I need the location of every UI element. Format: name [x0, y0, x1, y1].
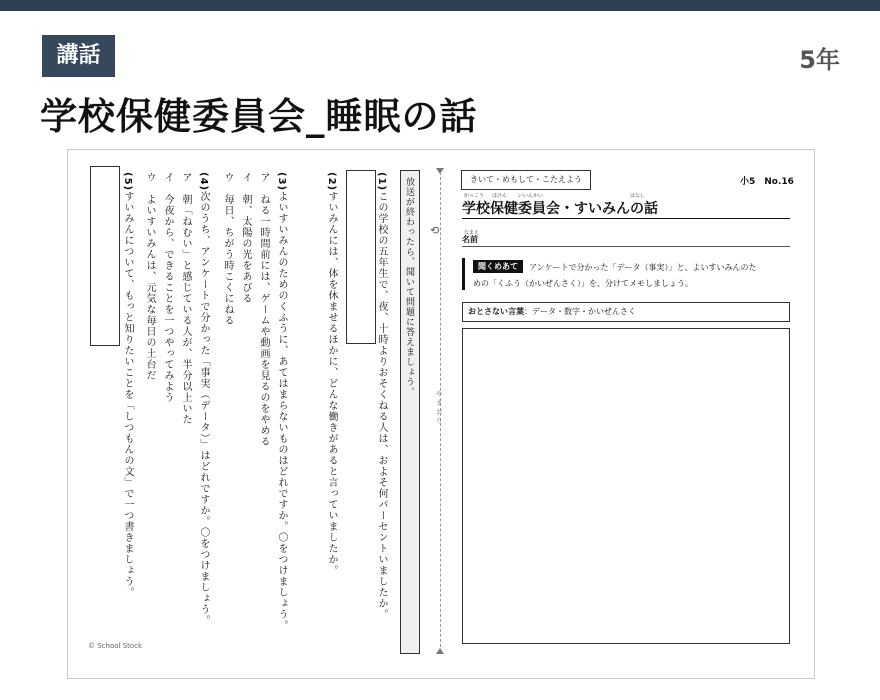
- question-1: (1)この学校の五年生で、夜、十時よりおそくねる人は、およそ何パーセントいましたか。: [376, 172, 387, 621]
- name-line: [462, 246, 790, 247]
- instruction-text: 放送が終わったら、聞いて問題に答えましょう。: [404, 177, 414, 397]
- keywords-label: おとさない言葉: [468, 307, 524, 316]
- ruby-name: なまえ: [464, 230, 480, 236]
- question-4: (4)次のうち、アンケートで分かった「事実（データ）」はどれですか。〇をつけましょう。: [198, 172, 209, 627]
- name-label: 名前: [462, 235, 478, 244]
- question-4-option-i: イ 今夜から、できることを一つやってみよう: [162, 172, 173, 403]
- question-3-option-u: ウ 毎日、ちがう時こくにねる: [222, 172, 233, 326]
- page-title: 学校保健委員会_睡眠の話: [40, 95, 478, 138]
- fold-icon: ⟲: [430, 224, 440, 237]
- question-3-option-a: ア ねる一時間前には、ゲームや動画を見るのをやめる: [258, 172, 269, 447]
- ruby-hanashi: はなし: [630, 193, 646, 199]
- instruction-box: [400, 170, 420, 654]
- question-4-option-u: ウ よいすいみんは、元気な毎日の土台だ: [144, 172, 155, 381]
- listening-goal-line-2: めの「くふう（かいぜんさく）」を、分けてメモしましょう。: [473, 279, 693, 288]
- ruby-gakkou: がっこう: [464, 193, 485, 199]
- question-4-option-a: ア 朝「ねむい」と感じている人が、半分以上いた: [180, 172, 191, 425]
- answer-box-1: [346, 170, 376, 344]
- keywords-text: ：データ・数字・かいぜんさく: [524, 307, 636, 316]
- listening-goal-tag: 聞くめあて: [473, 260, 523, 273]
- category-badge: 講話: [42, 35, 115, 77]
- worksheet-tag: きいて・めもして・こたえよう: [461, 170, 591, 190]
- listening-goal: [462, 258, 791, 290]
- top-accent-bar: [0, 0, 880, 11]
- question-3-option-i: イ 朝、太陽の光をあびる: [240, 172, 251, 304]
- keywords-box: [462, 302, 790, 322]
- answer-box-5: [90, 166, 120, 346]
- sheet-number: 小5 No.16: [740, 177, 794, 187]
- memo-area: [462, 328, 790, 644]
- title-rule: [462, 218, 790, 219]
- listening-goal-line-1: アンケートで分かった「データ（事実）」と、よいすいみんのた: [529, 263, 757, 272]
- copyright-text: © School Stock: [88, 642, 143, 650]
- ruby-iinkai: いいんかい: [518, 193, 544, 199]
- ruby-hoken: ほけん: [492, 193, 508, 199]
- fold-bottom-arrow: [436, 648, 444, 654]
- question-2: (2)すいみんには、体を休ませるほかに、どんな働きがあると言っていましたか。: [326, 172, 337, 577]
- question-3: (3)よいすいみんのためのくふうに、あてはまらないものはどれですか。〇をつけましょう。: [276, 172, 287, 632]
- fold-label: やまおり: [435, 390, 443, 426]
- worksheet-title: 学校保健委員会・すいみんの話: [462, 201, 658, 217]
- question-5: (5)すいみんについて、もっと知りたいことを「しつもんの文」で一つ書きましょう。: [122, 172, 133, 599]
- worksheet-image: [67, 149, 815, 679]
- grade-label: 5年: [799, 46, 840, 74]
